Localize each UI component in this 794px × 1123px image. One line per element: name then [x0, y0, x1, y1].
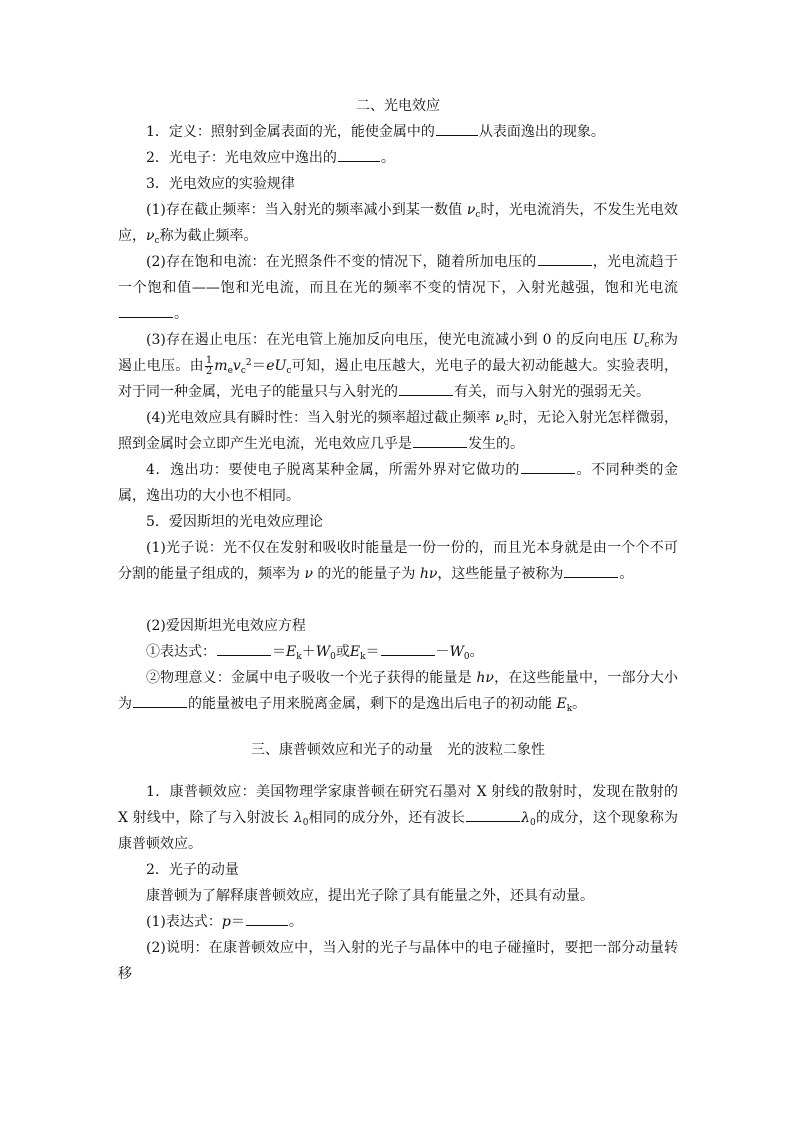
section-3-title: 三、康普顿效应和光子的动量 光的波粒二象性 — [251, 742, 545, 758]
rule-cutoff-frequency: (1)存在截止频率：当入射光的频率减小到某一数值 $\nu_c$时，光电流消失，不发生光电效应，$\nu_c$称为截止频率。 — [118, 202, 678, 246]
definition-item: 1．定义：照射到金属表面的光，能使金属中的 从表面逸出的现象。 — [118, 119, 678, 145]
momentum-explanation: (2)说明：在康普顿效应中，当入射的光子与晶体中的电子碰撞时，要把一部分动量转移 — [118, 940, 678, 982]
fill-blank[interactable] — [521, 459, 575, 474]
fraction-one-half: $\frac{1}{2}$ — [205, 354, 213, 377]
fill-blank[interactable] — [564, 563, 618, 578]
fill-blank[interactable] — [538, 251, 592, 266]
equation-meaning: ②物理意义：金属中电子吸收一个光子获得的能量是 hν，在这些能量中，一部分大小为 的能量被电子用来脱离金属，剩下的是逸出后电子的初动能 $E_k$。 — [118, 670, 679, 714]
fill-blank[interactable] — [399, 381, 453, 396]
fill-blank[interactable] — [381, 641, 435, 656]
experiment-rules-heading: 3．光电效应的实验规律 — [146, 176, 295, 192]
photoelectron-item: 2．光电子：光电效应中逸出的 。 — [118, 145, 678, 171]
equation-expression: ①表达式： $=E_k+W_0$或$E_k= -W_0$。 — [118, 639, 678, 665]
einstein-equation-heading: (2)爱因斯坦光电效应方程 — [146, 618, 306, 634]
work-function-item: 4．逸出功：要使电子脱离某种金属，所需外界对它做功的 。不同种类的金属，逸出功的大小也不相同。 — [118, 457, 678, 509]
rule-stopping-voltage: (3)存在遏止电压：在光电管上施加反向电压，使光电流减小到 0 的反向电压 $U_c$称为遏止电压。由 $\frac{1}{2}$ $m_ev_c^2=eU_c$可知，遏止电压越大，光电子的最大初动能越大。实验表明，对于同一种金属，光电子的能量只与入射光的 有关，而与入射光的强弱无关。 — [118, 332, 679, 400]
fill-blank[interactable] — [338, 147, 380, 162]
fill-blank[interactable] — [217, 641, 271, 656]
fill-blank[interactable] — [466, 807, 520, 822]
rule-instantaneous: (4)光电效应具有瞬时性：当入射光的频率超过截止频率 $\nu_c$时，无论入射光怎样微弱，照到金属时会立即产生光电流，光电效应几乎是 发生的。 — [118, 410, 678, 452]
fill-blank[interactable] — [413, 433, 467, 448]
photon-momentum-description: 康普顿为了解释康普顿效应，提出光子除了具有能量之外，还具有动量。 — [146, 888, 594, 904]
fill-blank[interactable] — [133, 693, 187, 708]
compton-effect-item: 1．康普顿效应：美国物理学家康普顿在研究石墨对 X 射线的散射时，发现在散射的 X 射线中，除了与入射波长 $\lambda_0$相同的成分外，还有波长 $\lambda_0$的成分，这个现象称为康普顿效应。 — [118, 784, 679, 852]
photon-theory: (1)光子说：光不仅在发射和吸收时能量是一份一份的，而且光本身就是由一个个不可分割的能量子组成的，频率为 ν 的光的能量子为 hν，这些能量子被称为 。 — [118, 540, 678, 582]
section-2-title: 二、光电效应 — [356, 98, 440, 114]
document-page — [118, 93, 678, 987]
fill-blank[interactable] — [246, 911, 288, 926]
fill-blank[interactable] — [436, 121, 478, 136]
einstein-theory-heading: 5．爱因斯坦的光电效应理论 — [146, 514, 323, 530]
rule-saturation-current: (2)存在饱和电流：在光照条件不变的情况下，随着所加电压的 ，光电流趋于一个饱和值——饱和光电流，而且在光的频率不变的情况下，入射光越强，饱和光电流。 — [118, 249, 678, 327]
momentum-expression: (1)表达式：p＝ 。 — [118, 909, 678, 935]
photon-momentum-heading: 2．光子的动量 — [146, 862, 239, 878]
fill-blank[interactable] — [119, 303, 173, 318]
